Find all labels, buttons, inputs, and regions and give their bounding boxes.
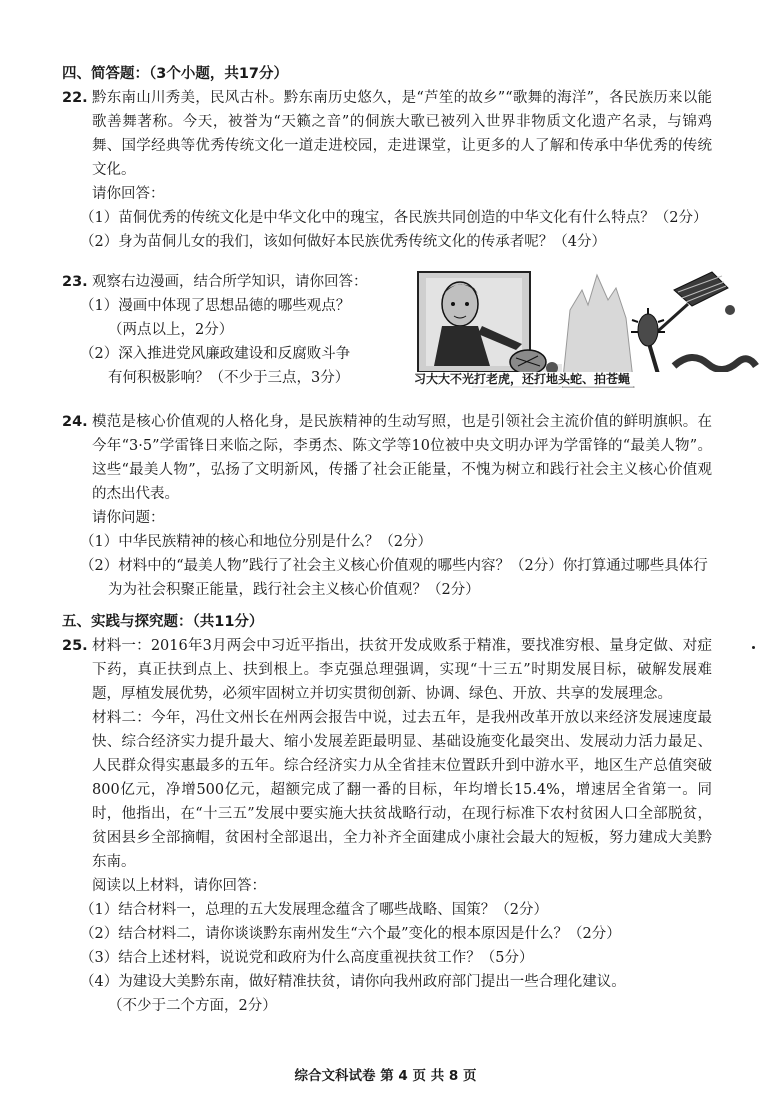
- question-25-material2: 材料二：今年，冯仕文州长在州两会报告中说，过去五年，是我州改革开放以来经济发展速度最快、综合经济实力提升最大、缩小发展差距最明显、基础设施变化最突出、发展动力活力最足、人民群众得实惠最多的五年。综合经济实力从全省挂末位置跃升到中游水平，地区生产总值突破800亿元，净增500亿元，超额完成了翻一番的目标，年均增长15.4%，增速居全省第一。同时，他指出，在“十三五”发展中要实施大扶贫战略行动，在现行标准下农村贫困人口全部脱贫，贫困县乡全部摘帽，贫困村全部退出，全力补齐全面建成小康社会最大的短板，努力建成大美黔东南。: [92, 710, 712, 870]
- question-23-number: 23.: [62, 274, 88, 290]
- question-22-prompt: 请你回答：: [92, 186, 165, 202]
- question-22: [62, 86, 712, 254]
- question-22-text: 黔东南山川秀美，民风古朴。黔东南历史悠久，是“芦笙的故乡”“歌舞的海洋”，各民族历来以能歌善舞著称。今天，被誉为“天籁之音”的侗族大歌已被列入世界非物质文化遗产名录，与锦鸡舞、国学经典等优秀传统文化一道走进校园，走进课堂，让更多的人了解和传承中华优秀的传统文化。: [92, 90, 712, 178]
- question-25: [62, 634, 712, 1018]
- question-25-sub3: （3）结合上述材料，说说党和政府为什么高度重视扶贫工作？（5分）: [80, 950, 534, 966]
- question-22-sub1: （1）苗侗优秀的传统文化是中华文化中的瑰宝，各民族共同创造的中华文化有什么特点？（2分）: [80, 210, 708, 226]
- question-25-prompt: 阅读以上材料，请你回答：: [92, 878, 266, 894]
- margin-dot: [752, 646, 755, 649]
- question-25-sub4b: （不少于二个方面，2分）: [108, 998, 277, 1014]
- question-23-sub1a: （1）漫画中体现了思想品德的哪些观点？: [80, 298, 351, 314]
- question-24-sub1: （1）中华民族精神的核心和地位分别是什么？（2分）: [80, 534, 432, 550]
- cartoon-caption: 习大大不光打老虎，还打地头蛇、拍苍蝇: [414, 372, 760, 386]
- question-23-sub2b: 有何积极影响？（不少于三点，3分）: [108, 370, 350, 386]
- question-24: [62, 410, 712, 602]
- question-24-text: 模范是核心价值观的人格化身，是民族精神的生动写照，也是引领社会主流价值的鲜明旗帜。在今年“3·5”学雷锋日来临之际，李勇杰、陈文学等10位被中央文明办评为学雷锋的“最美人物”。这些“最美人物”，弘扬了文明新风，传播了社会正能量，不愧为树立和践行社会主义核心价值观的杰出代表。: [92, 414, 712, 502]
- question-25-material1: 材料一：2016年3月两会中习近平指出，扶贫开发成败系于精准，要找准穷根、量身定做、对症下药，真正扶到点上、扶到根上。李克强总理强调，实现“十三五”时期发展目标，破解发展难题，厚植发展优势，必须牢固树立并切实贯彻创新、协调、绿色、开放、共享的发展理念。: [92, 638, 712, 702]
- question-23-sub2a: （2）深入推进党风廉政建设和反腐败斗争: [80, 346, 351, 362]
- section-five-title: 五、实践与探究题：（共11分）: [62, 614, 264, 630]
- question-23-sub1b: （两点以上，2分）: [108, 322, 234, 338]
- question-25-sub2: （2）结合材料二，请你谈谈黔东南州发生“六个最”变化的根本原因是什么？（2分）: [80, 926, 621, 942]
- question-22-sub2: （2）身为苗侗儿女的我们，该如何做好本民族优秀传统文化的传承者呢？（4分）: [80, 234, 606, 250]
- question-23-text: 观察右边漫画，结合所学知识，请你回答：: [92, 274, 368, 290]
- exam-page: [62, 62, 712, 1018]
- question-25-sub4a: （4）为建设大美黔东南，做好精准扶贫，请你向我州政府部门提出一些合理化建议。: [80, 974, 626, 990]
- question-24-prompt: 请你问题：: [92, 510, 165, 526]
- anti-corruption-cartoon: [412, 270, 760, 388]
- question-25-sub1: （1）结合材料一，总理的五大发展理念蕴含了哪些战略、国策？（2分）: [80, 902, 548, 918]
- section-four-title: 四、简答题：（3个小题，共17分）: [62, 66, 289, 82]
- question-24-number: 24.: [62, 414, 88, 430]
- page-footer: 综合文科试卷 第 4 页 共 8 页: [294, 1068, 477, 1084]
- question-24-sub2: （2）材料中的“最美人物”践行了社会主义核心价值观的哪些内容？（2分）你打算通过哪些具体行为为社会积聚正能量，践行社会主义核心价值观？（2分）: [80, 558, 708, 598]
- question-23: [62, 270, 712, 402]
- question-25-number: 25.: [62, 638, 88, 654]
- question-22-number: 22.: [62, 90, 88, 106]
